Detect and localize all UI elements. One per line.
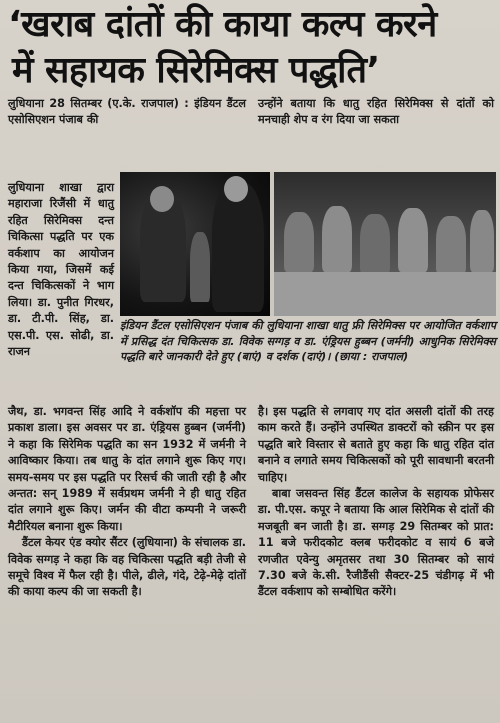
photo-audience [274, 172, 496, 316]
news-photo [120, 172, 496, 316]
article-dateline-paragraph: लुधियाना 28 सितम्बर (ए.के. राजपाल) : इंडियन डैंटल एसोसिएशन पंजाब की [8, 97, 246, 127]
article-paragraph: बाबा जसवन्त सिंह डैंटल कालेज के सहायक प्रोफेसर डा. पी.एस. कपूर ने बताया कि आल सिरेमिक से दांतों की मजबूती बन जाती है। डा. सग्गड़ 29 सितम्बर को प्रात: 11 बजे फरीदकोट क्लब फरीदकोट व सायं 6 बजे रणजीत एवेन्यु अमृतसर तथा 30 सितम्बर को सायं 7.30 बजे के.सी. रैजीडैंसी सैक्टर-25 चंडीगढ़ में भी डैंटल वर्कशाप को सम्बोधित करेंगे। [258, 487, 494, 599]
article-paragraph: जैथ, डा. भगवन्त सिंह आदि ने वर्कशॉप की महत्ता पर प्रकाश डाला। इस अवसर पर डा. एंड्रियस हुब्बन (जर्मनी) ने कहा कि सिरेमिक पद्धति का सन 1932 में जर्मनी ने आविष्कार किया। तब धातु के दांत लगाने शुरू किए गए। समय-समय पर इस पद्धति पर रिसर्च की जाती रही है और अन्तत: सन् 1989 में सर्वप्रथम जर्मनी ने ही धातु रहित दांत लगाने शुरू किए। जर्मन की वीटा कम्पनी ने जरूरी मैटीरियल बनाना शुरू किया। [8, 405, 246, 533]
article-body-left [8, 404, 246, 601]
article-paragraph: डैंटल केयर एंड क्योर सैंटर (लुधियाना) के संचालक डा. विवेक सग्गड़ ने कहा कि वह चिकित्सा पद्धति बड़ी तेजी से समूचे विश्व में फैल रही है। पीले, ढीले, गंदे, टेढ़े-मेढ़े दांतों की काया कल्प की जा सकती है। [8, 536, 246, 599]
article-narrow-column [8, 180, 114, 360]
article-paragraph: उन्होंने बताया कि धातु रहित सिरेमिक्स से दांतों को मनचाही शेप व रंग दिया जा सकता [258, 97, 494, 127]
headline-line-1: ‘खराब दांतों की काया कल्प करने [8, 4, 437, 45]
photo-caption: इंडियन डैंटल एसोसिएशन पंजाब की लुधियाना शाखा धातु फ्री सिरेमिक्स पर आयोजित वर्कशाप में प्रसिद्ध दंत चिकित्सक डा. विवेक सग्गड़ व डा. एंड्रियस हुब्बन (जर्मनी) आधुनिक सिरेमिक्स पद्धति बारे जानकारी देते हुए (बाएं) व दर्शक (दाएं)। (छाया : राजपाल) [120, 319, 496, 363]
photo-speakers [120, 172, 270, 316]
article-paragraph: है। इस पद्धति से लगवाए गए दांत असली दांतों की तरह काम करते हैं। उन्होंने उपस्थित डाक्टरों को स्क्रीन पर इस पद्धति बारे विस्तार से बताते हुए कहा कि धातु रहित दांत बनाने व लगाते समय चिकित्सकों को पूरी सावधानी बरतनी चाहिए। [258, 405, 494, 484]
article-intro-right [258, 96, 494, 129]
headline-line-2: में सहायक सिरेमिक्स पद्धति’ [12, 50, 380, 91]
article-paragraph: लुधियाना शाखा द्वारा महाराजा रिजैंसी में धातु रहित सिरेमिक्स दन्त चिकित्सा पद्धति पर एक वर्कशाप का आयोजन किया गया, जिसमें कई दन्त चिकित्सकों ने भाग लिया। डा. पुनीत गिरधर, डा. टी.पी. सिंह, डा. एस.पी. एस. सोढी, डा. राजन [8, 181, 114, 359]
headline [8, 2, 496, 94]
article-intro-left [8, 96, 246, 129]
article-body-right [258, 404, 494, 601]
